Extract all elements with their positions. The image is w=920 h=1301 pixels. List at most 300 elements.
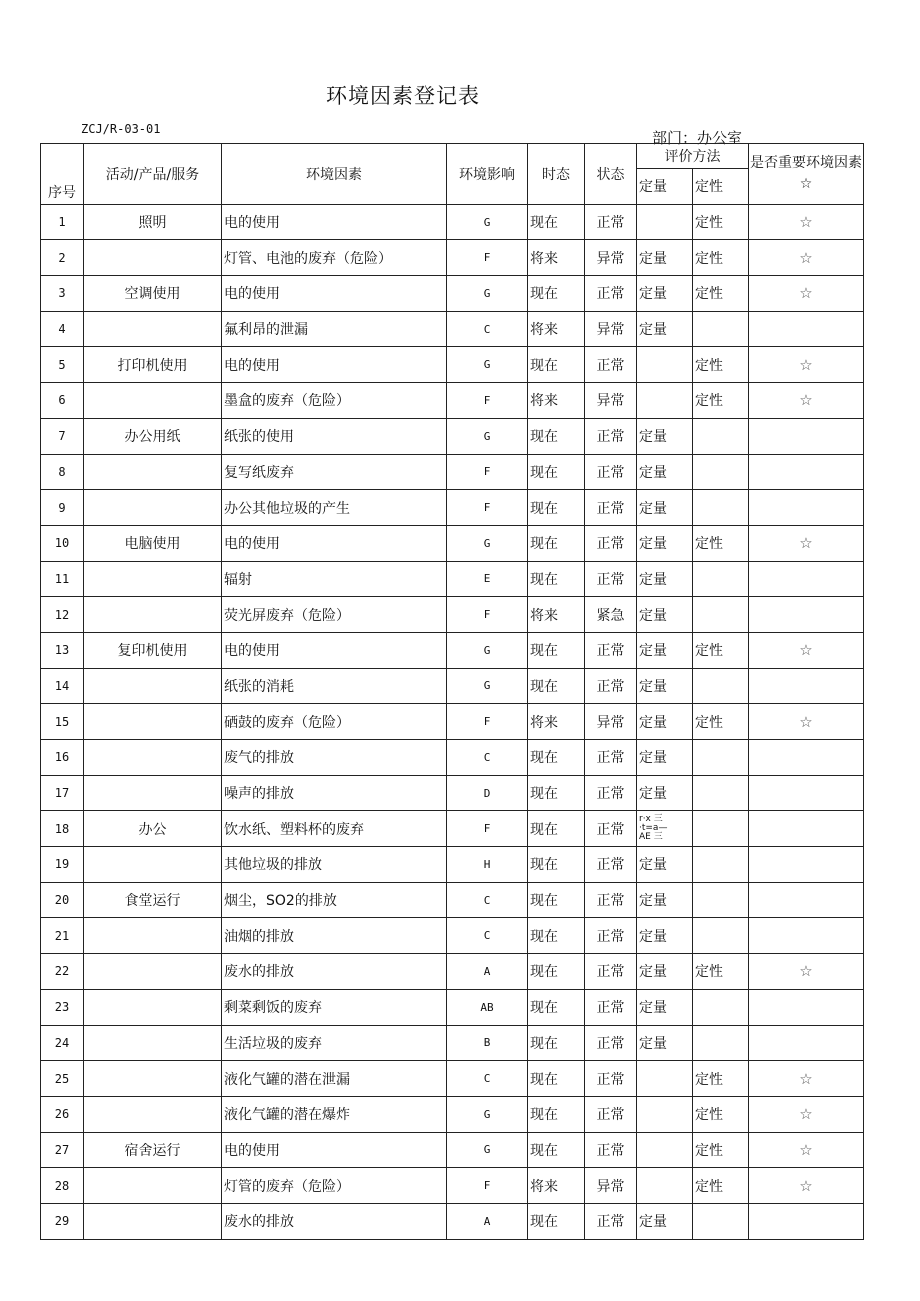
table-row [41,597,864,633]
cell-qual [693,775,749,811]
cell-activity [84,847,222,883]
department-label: 部门：办公室 [652,129,743,147]
cell-activity [84,775,222,811]
table-row [41,1203,864,1239]
cell-seq: 13 [41,632,84,668]
cell-impact: G [447,1132,528,1168]
cell-quant: 定量 [637,525,693,561]
cell-important [749,1025,864,1061]
cell-quant: 定量 [637,311,693,347]
cell-quant: 定量 [637,668,693,704]
cell-seq: 5 [41,347,84,383]
cell-impact: F [447,454,528,490]
cell-tense: 现在 [528,811,585,847]
cell-impact: F [447,383,528,419]
header-qual: 定性 [693,169,749,205]
cell-qual: 定性 [693,204,749,240]
cell-quant: 定量 [637,704,693,740]
cell-impact: AB [447,989,528,1025]
cell-tense: 现在 [528,347,585,383]
cell-activity [84,740,222,776]
cell-factor: 生活垃圾的废弃 [222,1025,447,1061]
cell-state: 正常 [585,954,637,990]
cell-qual [693,882,749,918]
table-row [41,1025,864,1061]
header-activity: 活动/产品/服务 [84,144,222,205]
cell-seq: 29 [41,1203,84,1239]
cell-activity: 电脑使用 [84,525,222,561]
table-row [41,1096,864,1132]
cell-activity [84,454,222,490]
cell-activity [84,954,222,990]
cell-state: 正常 [585,1096,637,1132]
cell-qual [693,1203,749,1239]
cell-activity [84,1203,222,1239]
cell-state: 异常 [585,240,637,276]
table-row [41,383,864,419]
cell-activity [84,240,222,276]
cell-seq: 22 [41,954,84,990]
cell-tense: 现在 [528,276,585,312]
table-row [41,882,864,918]
cell-quant: 定量 [637,418,693,454]
cell-tense: 现在 [528,1096,585,1132]
page-title: 环境因素登记表 [326,84,480,108]
cell-state: 正常 [585,418,637,454]
document-code: ZCJ/R-03-01 [81,122,161,136]
cell-activity [84,989,222,1025]
cell-impact: G [447,1096,528,1132]
cell-important: ☆ [749,1096,864,1132]
cell-qual [693,1025,749,1061]
cell-factor: 纸张的使用 [222,418,447,454]
cell-important [749,418,864,454]
cell-seq: 1 [41,204,84,240]
cell-seq: 12 [41,597,84,633]
cell-quant: 定量 [637,490,693,526]
cell-tense: 将来 [528,311,585,347]
cell-tense: 现在 [528,204,585,240]
cell-seq: 11 [41,561,84,597]
cell-tense: 现在 [528,525,585,561]
cell-quant: 定量 [637,954,693,990]
cell-important: ☆ [749,204,864,240]
cell-impact: F [447,490,528,526]
cell-qual: 定性 [693,954,749,990]
cell-seq: 18 [41,811,84,847]
cell-seq: 15 [41,704,84,740]
table-row [41,847,864,883]
cell-factor: 硒鼓的废弃（危险） [222,704,447,740]
cell-impact: B [447,1025,528,1061]
cell-qual [693,811,749,847]
cell-factor: 辐射 [222,561,447,597]
header-tense: 时态 [528,144,585,205]
cell-factor: 灯管、电池的废弃（危险） [222,240,447,276]
table-row [41,918,864,954]
cell-factor: 电的使用 [222,204,447,240]
cell-important: ☆ [749,383,864,419]
cell-seq: 7 [41,418,84,454]
header-factor: 环境因素 [222,144,447,205]
cell-important: ☆ [749,276,864,312]
cell-tense: 现在 [528,668,585,704]
cell-state: 正常 [585,276,637,312]
cell-important [749,740,864,776]
cell-seq: 3 [41,276,84,312]
cell-qual: 定性 [693,1132,749,1168]
cell-tense: 现在 [528,989,585,1025]
cell-tense: 现在 [528,454,585,490]
cell-seq: 16 [41,740,84,776]
cell-seq: 4 [41,311,84,347]
cell-activity [84,668,222,704]
cell-qual [693,418,749,454]
cell-factor: 电的使用 [222,276,447,312]
cell-qual [693,597,749,633]
cell-factor: 饮水纸、塑料杯的废弃 [222,811,447,847]
cell-activity: 宿舍运行 [84,1132,222,1168]
cell-factor: 噪声的排放 [222,775,447,811]
cell-tense: 现在 [528,561,585,597]
cell-activity: 空调使用 [84,276,222,312]
cell-impact: E [447,561,528,597]
cell-factor: 办公其他垃圾的产生 [222,490,447,526]
cell-activity: 办公 [84,811,222,847]
header-method: 评价方法 [637,144,749,169]
cell-seq: 23 [41,989,84,1025]
cell-qual: 定性 [693,1168,749,1204]
cell-qual: 定性 [693,525,749,561]
cell-seq: 25 [41,1061,84,1097]
table-row [41,811,864,847]
cell-quant: 定量 [637,847,693,883]
cell-qual [693,847,749,883]
table-header [41,144,864,205]
table-row [41,561,864,597]
cell-quant: r·x 三 ·t=a— AE 三 [637,811,693,847]
cell-tense: 将来 [528,240,585,276]
cell-qual: 定性 [693,1096,749,1132]
cell-factor: 电的使用 [222,632,447,668]
cell-activity: 照明 [84,204,222,240]
cell-seq: 8 [41,454,84,490]
cell-seq: 14 [41,668,84,704]
cell-activity [84,311,222,347]
cell-factor: 液化气罐的潜在爆炸 [222,1096,447,1132]
cell-factor: 电的使用 [222,525,447,561]
cell-factor: 墨盒的废弃（危险） [222,383,447,419]
cell-qual [693,561,749,597]
header-important: 是否重要环境因素☆ [749,144,864,205]
cell-quant [637,1061,693,1097]
cell-impact: G [447,525,528,561]
cell-important: ☆ [749,632,864,668]
cell-tense: 现在 [528,1025,585,1061]
table-row [41,490,864,526]
cell-important [749,454,864,490]
cell-activity [84,1168,222,1204]
table-row [41,311,864,347]
cell-seq: 10 [41,525,84,561]
cell-state: 异常 [585,1168,637,1204]
cell-tense: 现在 [528,882,585,918]
table-row [41,418,864,454]
cell-impact: G [447,204,528,240]
cell-activity [84,704,222,740]
cell-important [749,1203,864,1239]
cell-seq: 6 [41,383,84,419]
cell-quant: 定量 [637,775,693,811]
cell-activity: 食堂运行 [84,882,222,918]
cell-factor: 烟尘，SO2的排放 [222,882,447,918]
cell-state: 正常 [585,525,637,561]
cell-quant [637,204,693,240]
cell-quant: 定量 [637,632,693,668]
cell-factor: 剩菜剩饭的废弃 [222,989,447,1025]
cell-qual [693,454,749,490]
cell-impact: H [447,847,528,883]
cell-important: ☆ [749,1061,864,1097]
table-row [41,775,864,811]
table-row [41,240,864,276]
cell-tense: 将来 [528,704,585,740]
cell-impact: F [447,1168,528,1204]
cell-tense: 现在 [528,954,585,990]
cell-factor: 纸张的消耗 [222,668,447,704]
cell-activity [84,383,222,419]
cell-factor: 废气的排放 [222,740,447,776]
table-row [41,704,864,740]
table-row [41,1168,864,1204]
cell-factor: 液化气罐的潜在泄漏 [222,1061,447,1097]
cell-factor: 复写纸废弃 [222,454,447,490]
cell-tense: 现在 [528,418,585,454]
cell-factor: 废水的排放 [222,1203,447,1239]
cell-qual [693,989,749,1025]
header-seq: 序号 [41,144,84,205]
cell-quant [637,347,693,383]
cell-tense: 现在 [528,918,585,954]
cell-important: ☆ [749,525,864,561]
cell-state: 正常 [585,490,637,526]
cell-state: 正常 [585,1132,637,1168]
cell-quant: 定量 [637,740,693,776]
cell-impact: C [447,882,528,918]
cell-quant: 定量 [637,240,693,276]
cell-seq: 17 [41,775,84,811]
cell-quant: 定量 [637,1025,693,1061]
table-row [41,989,864,1025]
cell-tense: 现在 [528,847,585,883]
table-row [41,276,864,312]
cell-activity: 复印机使用 [84,632,222,668]
cell-seq: 19 [41,847,84,883]
cell-quant: 定量 [637,561,693,597]
cell-impact: D [447,775,528,811]
cell-impact: G [447,632,528,668]
table-row [41,347,864,383]
cell-important [749,918,864,954]
table-row [41,525,864,561]
cell-impact: F [447,597,528,633]
environment-factor-table [40,143,864,1240]
header-impact: 环境影响 [447,144,528,205]
cell-state: 正常 [585,1025,637,1061]
cell-state: 正常 [585,882,637,918]
cell-seq: 2 [41,240,84,276]
cell-state: 异常 [585,311,637,347]
cell-state: 正常 [585,1203,637,1239]
cell-impact: A [447,954,528,990]
cell-state: 正常 [585,347,637,383]
cell-seq: 27 [41,1132,84,1168]
cell-factor: 电的使用 [222,1132,447,1168]
table-row [41,204,864,240]
cell-seq: 9 [41,490,84,526]
cell-activity [84,1096,222,1132]
cell-qual: 定性 [693,632,749,668]
cell-important [749,490,864,526]
cell-impact: G [447,276,528,312]
cell-impact: C [447,1061,528,1097]
cell-important [749,775,864,811]
cell-activity [84,597,222,633]
cell-factor: 其他垃圾的排放 [222,847,447,883]
cell-tense: 将来 [528,1168,585,1204]
cell-state: 正常 [585,204,637,240]
cell-quant: 定量 [637,989,693,1025]
cell-tense: 现在 [528,490,585,526]
cell-state: 正常 [585,454,637,490]
cell-state: 正常 [585,740,637,776]
cell-impact: F [447,240,528,276]
cell-important: ☆ [749,704,864,740]
cell-activity [84,1025,222,1061]
cell-activity [84,918,222,954]
cell-important: ☆ [749,1168,864,1204]
cell-important [749,847,864,883]
cell-activity [84,1061,222,1097]
cell-important: ☆ [749,240,864,276]
table-row [41,740,864,776]
cell-state: 正常 [585,775,637,811]
cell-quant: 定量 [637,1203,693,1239]
cell-tense: 现在 [528,740,585,776]
cell-factor: 油烟的排放 [222,918,447,954]
cell-tense: 现在 [528,1203,585,1239]
cell-qual: 定性 [693,347,749,383]
cell-state: 正常 [585,632,637,668]
cell-activity: 打印机使用 [84,347,222,383]
cell-qual: 定性 [693,276,749,312]
cell-qual [693,490,749,526]
cell-qual [693,668,749,704]
cell-seq: 21 [41,918,84,954]
table-row [41,1132,864,1168]
cell-seq: 28 [41,1168,84,1204]
cell-quant [637,1132,693,1168]
cell-qual: 定性 [693,704,749,740]
cell-impact: F [447,811,528,847]
cell-tense: 现在 [528,1132,585,1168]
cell-important: ☆ [749,1132,864,1168]
header-quant: 定量 [637,169,693,205]
cell-impact: G [447,668,528,704]
cell-factor: 氟利昂的泄漏 [222,311,447,347]
cell-important [749,882,864,918]
cell-factor: 废水的排放 [222,954,447,990]
cell-quant: 定量 [637,882,693,918]
cell-impact: F [447,704,528,740]
cell-quant: 定量 [637,454,693,490]
cell-quant [637,1096,693,1132]
cell-important [749,989,864,1025]
cell-important: ☆ [749,954,864,990]
cell-factor: 灯管的废弃（危险） [222,1168,447,1204]
cell-state: 正常 [585,811,637,847]
table-row [41,454,864,490]
table-body [41,204,864,1239]
cell-tense: 将来 [528,597,585,633]
cell-important [749,597,864,633]
cell-tense: 现在 [528,632,585,668]
cell-state: 异常 [585,383,637,419]
cell-quant [637,1168,693,1204]
cell-qual: 定性 [693,1061,749,1097]
cell-seq: 20 [41,882,84,918]
cell-activity: 办公用纸 [84,418,222,454]
cell-state: 正常 [585,561,637,597]
cell-activity [84,561,222,597]
table-row [41,1061,864,1097]
cell-state: 正常 [585,668,637,704]
cell-impact: C [447,918,528,954]
cell-state: 异常 [585,704,637,740]
cell-quant: 定量 [637,597,693,633]
cell-impact: G [447,347,528,383]
cell-impact: C [447,311,528,347]
cell-important [749,668,864,704]
cell-qual [693,918,749,954]
cell-state: 正常 [585,847,637,883]
cell-qual [693,740,749,776]
cell-tense: 将来 [528,383,585,419]
cell-factor: 电的使用 [222,347,447,383]
cell-seq: 24 [41,1025,84,1061]
cell-important [749,311,864,347]
cell-impact: A [447,1203,528,1239]
table-row [41,954,864,990]
cell-quant: 定量 [637,276,693,312]
cell-activity [84,490,222,526]
cell-state: 正常 [585,918,637,954]
cell-state: 正常 [585,1061,637,1097]
cell-quant: 定量 [637,918,693,954]
cell-tense: 现在 [528,775,585,811]
cell-state: 紧急 [585,597,637,633]
cell-seq: 26 [41,1096,84,1132]
cell-tense: 现在 [528,1061,585,1097]
cell-important [749,811,864,847]
header-state: 状态 [585,144,637,205]
table-row [41,668,864,704]
cell-factor: 荧光屏废弃（危险） [222,597,447,633]
table-row [41,632,864,668]
cell-important: ☆ [749,347,864,383]
cell-state: 正常 [585,989,637,1025]
cell-impact: C [447,740,528,776]
